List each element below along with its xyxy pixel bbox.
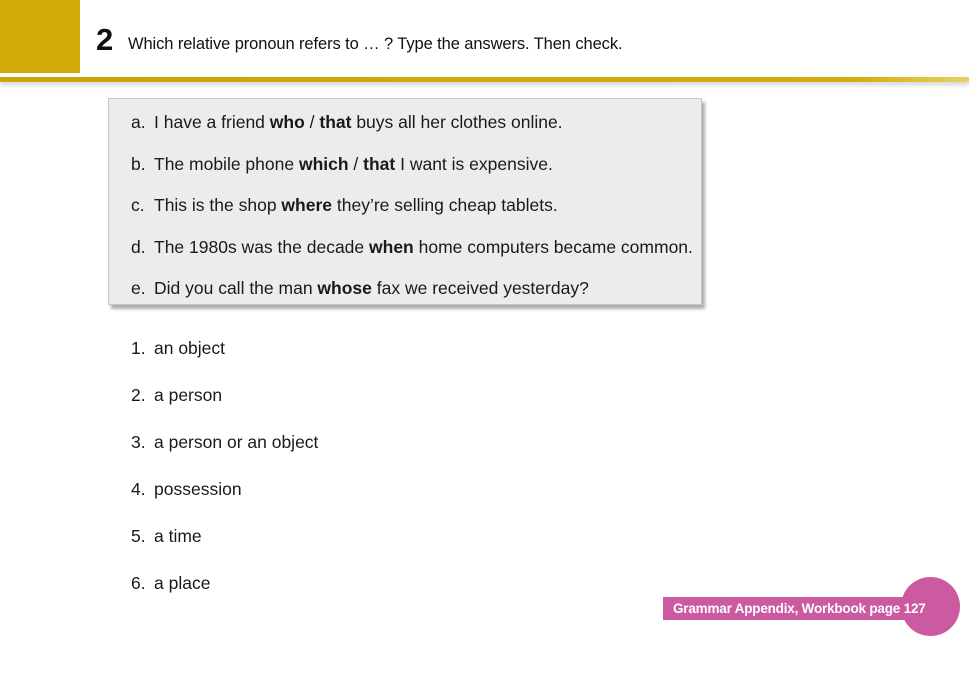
sentence-item	[131, 279, 691, 297]
option-text: a time	[154, 526, 202, 546]
exercise-instruction: Which relative pronoun refers to … ? Type the answers. Then check.	[128, 35, 623, 53]
option-text: possession	[154, 479, 242, 499]
sentence-item	[131, 113, 691, 131]
option-text: a person or an object	[154, 432, 319, 452]
corner-accent-square	[0, 0, 80, 73]
sentence-letter-label: c.	[131, 195, 145, 215]
option-item[interactable]	[131, 480, 318, 498]
reference-badge[interactable]: Grammar Appendix, Workbook page 127	[663, 597, 938, 620]
sentence-text: The 1980s was the decade when home computers became common.	[154, 236, 693, 257]
sentence-text: The mobile phone which / that I want is expensive.	[154, 153, 553, 174]
option-text: an object	[154, 338, 226, 358]
option-number: 6.	[131, 573, 146, 593]
sentence-letter-label: d.	[131, 236, 146, 257]
sentence-list	[131, 113, 691, 297]
option-number: 2.	[131, 385, 146, 405]
option-number: 1.	[131, 338, 146, 358]
exercise-number: 2	[96, 22, 113, 57]
options-list	[131, 339, 318, 621]
option-item[interactable]	[131, 574, 318, 592]
sentence-item	[131, 155, 691, 173]
sentence-letter-label: e.	[131, 278, 146, 298]
sentence-item	[131, 196, 691, 214]
sentence-letter-label: a.	[131, 112, 146, 132]
option-number: 5.	[131, 526, 146, 546]
option-item[interactable]	[131, 339, 318, 357]
option-number: 4.	[131, 479, 146, 499]
option-text: a person	[154, 385, 223, 405]
option-text: a place	[154, 573, 211, 593]
sentence-item	[131, 238, 691, 256]
option-item[interactable]	[131, 527, 318, 545]
option-item[interactable]	[131, 433, 318, 451]
divider-rule	[0, 77, 969, 82]
sentence-text: I have a friend who / that buys all her clothes online.	[154, 112, 563, 132]
option-number: 3.	[131, 432, 146, 452]
sentence-text: Did you call the man whose fax we received yesterday?	[154, 278, 589, 298]
sentence-letter-label: b.	[131, 153, 146, 174]
option-item[interactable]	[131, 386, 318, 404]
sentence-text: This is the shop where they’re selling cheap tablets.	[154, 195, 558, 215]
sentence-box	[108, 98, 702, 305]
